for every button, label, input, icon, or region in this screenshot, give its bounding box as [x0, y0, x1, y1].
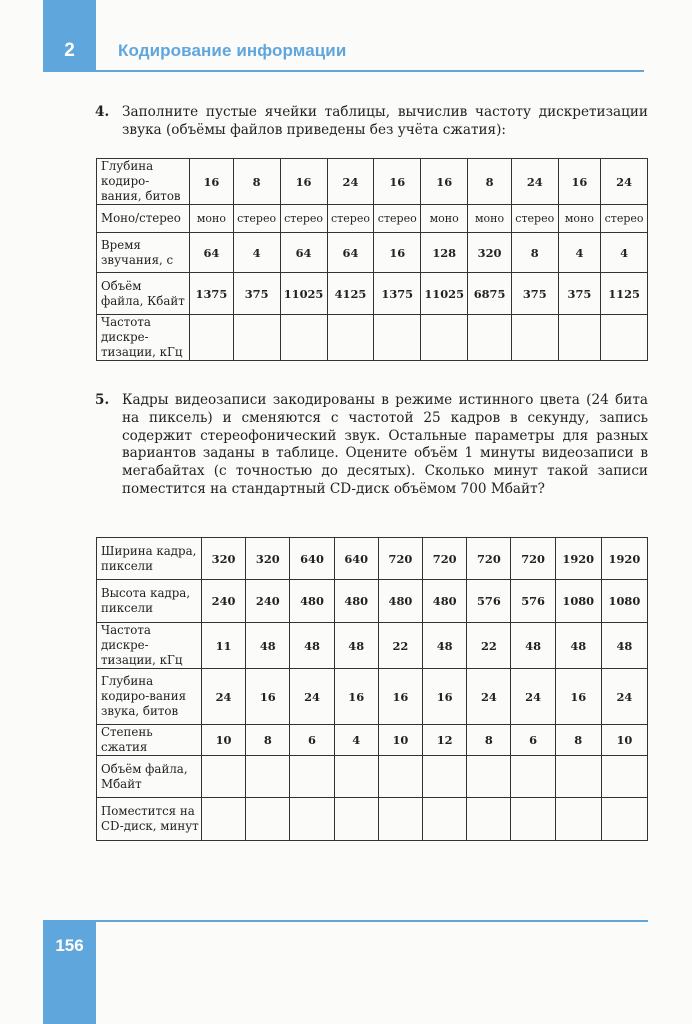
table-cell: 1375	[190, 273, 234, 315]
empty-cell[interactable]	[190, 315, 234, 361]
table-cell: 8	[511, 233, 558, 273]
empty-cell[interactable]	[467, 798, 511, 841]
table-cell: 24	[511, 159, 558, 205]
table-cell: 16	[374, 233, 421, 273]
table-cell: 10	[601, 725, 647, 756]
table-cell: 6	[290, 725, 334, 756]
empty-cell[interactable]	[334, 756, 378, 798]
table-cell: 8	[246, 725, 290, 756]
table-row	[97, 205, 648, 233]
empty-cell[interactable]	[374, 315, 421, 361]
empty-cell[interactable]	[467, 756, 511, 798]
table-cell: 8	[555, 725, 601, 756]
table-cell: 16	[558, 159, 601, 205]
empty-cell[interactable]	[327, 315, 374, 361]
table-cell: 24	[201, 669, 245, 725]
chapter-number-tab	[43, 0, 96, 72]
task-4-text: Заполните пустые ячейки таблицы, вычислив частоту дискретизации звука (объёмы файлов приведены без учёта сжатия):	[122, 104, 648, 138]
table-row	[97, 538, 648, 580]
table-cell: моно	[190, 205, 234, 233]
empty-cell[interactable]	[423, 756, 467, 798]
table-cell: 4125	[327, 273, 374, 315]
table-cell: 576	[467, 580, 511, 623]
table-cell: 640	[334, 538, 378, 580]
table-cell: 480	[290, 580, 334, 623]
table-cell: 480	[378, 580, 422, 623]
row-label: Высота кадра, пиксели	[97, 580, 202, 623]
table-cell: 4	[233, 233, 280, 273]
table-cell: 48	[555, 623, 601, 669]
table-cell: 576	[511, 580, 555, 623]
table-cell: 48	[423, 623, 467, 669]
empty-cell[interactable]	[555, 798, 601, 841]
page-number-tab	[43, 920, 96, 1024]
table-cell: 720	[423, 538, 467, 580]
footer-divider	[96, 920, 648, 922]
header-divider	[96, 70, 644, 72]
table-cell: 4	[558, 233, 601, 273]
chapter-number: 2	[64, 40, 75, 61]
table-cell: 24	[511, 669, 555, 725]
row-label: Время звучания, с	[97, 233, 190, 273]
empty-cell[interactable]	[601, 798, 647, 841]
table-cell: 640	[290, 538, 334, 580]
table-cell: 720	[511, 538, 555, 580]
task-5	[95, 392, 648, 499]
table-cell: 8	[467, 725, 511, 756]
row-label: Степень сжатия	[97, 725, 202, 756]
table-cell: 480	[423, 580, 467, 623]
table-cell: моно	[421, 205, 468, 233]
table-cell: 64	[190, 233, 234, 273]
row-label: Моно/стерео	[97, 205, 190, 233]
empty-cell[interactable]	[201, 756, 245, 798]
table-cell: 320	[468, 233, 512, 273]
table-cell: 64	[327, 233, 374, 273]
empty-cell[interactable]	[423, 798, 467, 841]
row-label: Поместится на CD-диск, минут	[97, 798, 202, 841]
table-cell: 16	[555, 669, 601, 725]
table-cell: 16	[378, 669, 422, 725]
task-4	[95, 104, 648, 140]
table-cell: 4	[334, 725, 378, 756]
table-cell: 48	[290, 623, 334, 669]
table-cell: 1920	[555, 538, 601, 580]
table-row	[97, 798, 648, 841]
table-cell: 16	[421, 159, 468, 205]
table-cell: 320	[246, 538, 290, 580]
table-cell: 480	[334, 580, 378, 623]
empty-cell[interactable]	[511, 798, 555, 841]
empty-cell[interactable]	[246, 798, 290, 841]
table-cell: 1375	[374, 273, 421, 315]
table-cell: 8	[233, 159, 280, 205]
table-cell: 1125	[601, 273, 648, 315]
row-label: Ширина кадра, пиксели	[97, 538, 202, 580]
table-cell: 10	[201, 725, 245, 756]
table-cell: 16	[246, 669, 290, 725]
empty-cell[interactable]	[290, 798, 334, 841]
task-5-number: 5.	[95, 392, 110, 408]
empty-cell[interactable]	[201, 798, 245, 841]
row-label: Частота дискре-тизации, кГц	[97, 315, 190, 361]
table-cell: 48	[334, 623, 378, 669]
empty-cell[interactable]	[601, 315, 648, 361]
empty-cell[interactable]	[290, 756, 334, 798]
table-cell: 24	[601, 159, 648, 205]
table-cell: 720	[378, 538, 422, 580]
table-cell: 11	[201, 623, 245, 669]
table-cell: стерео	[601, 205, 648, 233]
empty-cell[interactable]	[334, 798, 378, 841]
table-cell: моно	[468, 205, 512, 233]
empty-cell[interactable]	[601, 756, 647, 798]
row-label: Глубина кодиро-вания звука, битов	[97, 669, 202, 725]
task-4-table	[96, 158, 648, 361]
table-cell: 10	[378, 725, 422, 756]
task-5-table	[96, 537, 648, 841]
table-row	[97, 233, 648, 273]
row-label: Частота дискре-тизации, кГц	[97, 623, 202, 669]
table-cell: 128	[421, 233, 468, 273]
empty-cell[interactable]	[233, 315, 280, 361]
table-cell: 16	[334, 669, 378, 725]
row-label: Объём файла, Мбайт	[97, 756, 202, 798]
row-label: Глубина кодиро-вания, битов	[97, 159, 190, 205]
empty-cell[interactable]	[558, 315, 601, 361]
table-cell: 24	[467, 669, 511, 725]
table-cell: 8	[468, 159, 512, 205]
table-cell: 240	[201, 580, 245, 623]
table-row	[97, 623, 648, 669]
table-cell: 24	[290, 669, 334, 725]
table-cell: 11025	[280, 273, 327, 315]
table-cell: 64	[280, 233, 327, 273]
table-row	[97, 669, 648, 725]
table-cell: 48	[246, 623, 290, 669]
table-cell: 22	[378, 623, 422, 669]
page-number: 156	[55, 936, 84, 955]
table-cell: 1920	[601, 538, 647, 580]
table-cell: 1080	[601, 580, 647, 623]
table-cell: 24	[601, 669, 647, 725]
table-cell: стерео	[280, 205, 327, 233]
empty-cell[interactable]	[378, 798, 422, 841]
empty-cell[interactable]	[468, 315, 512, 361]
empty-cell[interactable]	[246, 756, 290, 798]
table-row	[97, 725, 648, 756]
table-row	[97, 159, 648, 205]
empty-cell[interactable]	[511, 315, 558, 361]
table-cell: 16	[190, 159, 234, 205]
row-label: Объём файла, Кбайт	[97, 273, 190, 315]
empty-cell[interactable]	[378, 756, 422, 798]
table-cell: 16	[374, 159, 421, 205]
table-cell: моно	[558, 205, 601, 233]
table-cell: 11025	[421, 273, 468, 315]
table-cell: 1080	[555, 580, 601, 623]
table-row	[97, 273, 648, 315]
table-cell: 320	[201, 538, 245, 580]
empty-cell[interactable]	[280, 315, 327, 361]
empty-cell[interactable]	[555, 756, 601, 798]
table-cell: стерео	[511, 205, 558, 233]
empty-cell[interactable]	[511, 756, 555, 798]
table-cell: 12	[423, 725, 467, 756]
table-row	[97, 580, 648, 623]
table-cell: 6	[511, 725, 555, 756]
table-cell: 6875	[468, 273, 512, 315]
table-cell: стерео	[233, 205, 280, 233]
table-cell: стерео	[327, 205, 374, 233]
table-cell: 375	[558, 273, 601, 315]
table-cell: 16	[280, 159, 327, 205]
table-cell: стерео	[374, 205, 421, 233]
table-cell: 4	[601, 233, 648, 273]
empty-cell[interactable]	[421, 315, 468, 361]
table-row	[97, 756, 648, 798]
table-cell: 720	[467, 538, 511, 580]
table-cell: 375	[233, 273, 280, 315]
task-5-text: Кадры видеозаписи закодированы в режиме истинного цвета (24 бита на пиксель) и сменяются с частотой 25 кадров в секунду, запись содержит стереофонический звук. Остальные параметры для разных вариантов заданы в таблице. Оцените объём 1 минуты видеозаписи в мегабайтах (с точностью до десятых). Сколько минут такой записи поместится на стандартный CD-диск объёмом 700 Мбайт?	[122, 392, 648, 497]
table-cell: 240	[246, 580, 290, 623]
task-4-number: 4.	[95, 104, 110, 120]
table-row	[97, 315, 648, 361]
chapter-title: Кодирование информации	[118, 41, 347, 60]
table-cell: 24	[327, 159, 374, 205]
table-cell: 48	[601, 623, 647, 669]
table-cell: 16	[423, 669, 467, 725]
table-cell: 22	[467, 623, 511, 669]
table-cell: 48	[511, 623, 555, 669]
table-cell: 375	[511, 273, 558, 315]
